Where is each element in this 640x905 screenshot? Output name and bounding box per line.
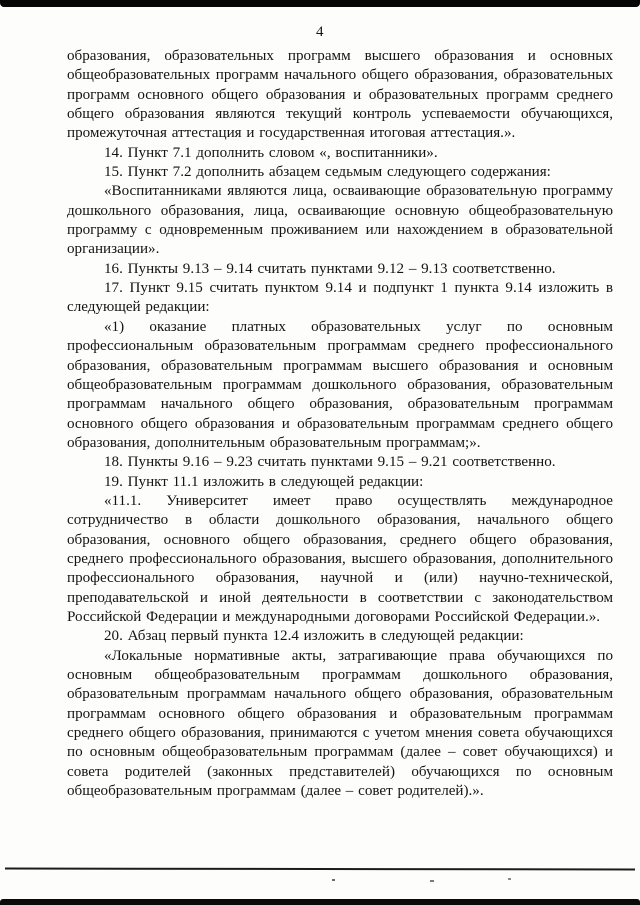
paragraph-continuation: образования, образовательных программ высшего образования и основных общеобразовательных программ начального общего образования, образовательных программ основного общего образования и образовательных программ среднего общего образования являются текущий контроль успеваемости обучающихся, промежуточная аттестация и государственная итоговая аттестация.».: [67, 48, 613, 142]
document-body: [67, 47, 613, 801]
paragraph-item-20: 20. Абзац первый пункта 12.4 изложить в следующей редакции:: [104, 628, 524, 645]
paragraph-item-17: 17. Пункт 9.15 считать пунктом 9.14 и подпункт 1 пункта 9.14 изложить в следующей редакции:: [67, 280, 613, 316]
paragraph-quote-local-acts: «Локальные нормативные акты, затрагивающие права обучающихся по основным общеобразовательным программам дошкольного образования, образовательным программам начального общего образования, образовательным программам основного общего образования и образовательным программам среднего общего образования, принимаются с учетом мнения совета обучающихся по основным общеобразовательным программам (далее – совет обучающихся) и совета родителей (законных представителей) обучающихся по основным общеобразовательным программам (далее – совет родителей).».: [67, 647, 613, 800]
scan-artifact-speck: [508, 878, 511, 880]
paragraph-item-19: 19. Пункт 11.1 изложить в следующей редакции:: [104, 473, 424, 490]
scan-artifact-speck: [430, 880, 434, 882]
paragraph-quote-11-1: «11.1. Университет имеет право осуществлять международное сотрудничество в области дошкольного образования, начального общего образования, основного общего образования, среднего общего образования, среднего профессионального образования, высшего образования, дополнительного профессионального образования, научной и (или) научно-технической, преподавательской и иной деятельности в соответствии с законодательством Российской Федерации и международными договорами Российской Федерации.».: [67, 492, 613, 625]
scan-artifact-top-edge: [0, 0, 640, 7]
paragraph-item-18: 18. Пункты 9.16 – 9.23 считать пунктами 9.15 – 9.21 соответственно.: [104, 454, 556, 471]
paragraph-item-14: 14. Пункт 7.1 дополнить словом «, воспитанники».: [104, 144, 438, 161]
scan-artifact-bottom-line: [5, 868, 635, 871]
page-number: 4: [316, 24, 324, 40]
paragraph-quote-vospitanniki: «Воспитанниками являются лица, осваивающие образовательную программу дошкольного образования, лица, осваивающие основную общеобразовательную программу с одновременным проживанием или нахождением в образовательной организации».: [67, 183, 613, 258]
scan-artifact-speck: [332, 879, 335, 881]
paragraph-item-16: 16. Пункты 9.13 – 9.14 считать пунктами 9.12 – 9.13 соответственно.: [104, 260, 556, 277]
scan-artifact-bottom-edge: [0, 899, 640, 905]
paragraph-item-15: 15. Пункт 7.2 дополнить абзацем седьмым следующего содержания:: [104, 164, 551, 181]
paragraph-quote-services: «1) оказание платных образовательных услуг по основным профессиональным образовательным программам среднего профессионального образования, образовательным программам высшего образования и основным общеобразовательным программам дошкольного образования, образовательным программам начального общего образования, образовательным программам основного общего образования и образовательным программам среднего общего образования, дополнительным образовательным программам;».: [67, 318, 613, 451]
